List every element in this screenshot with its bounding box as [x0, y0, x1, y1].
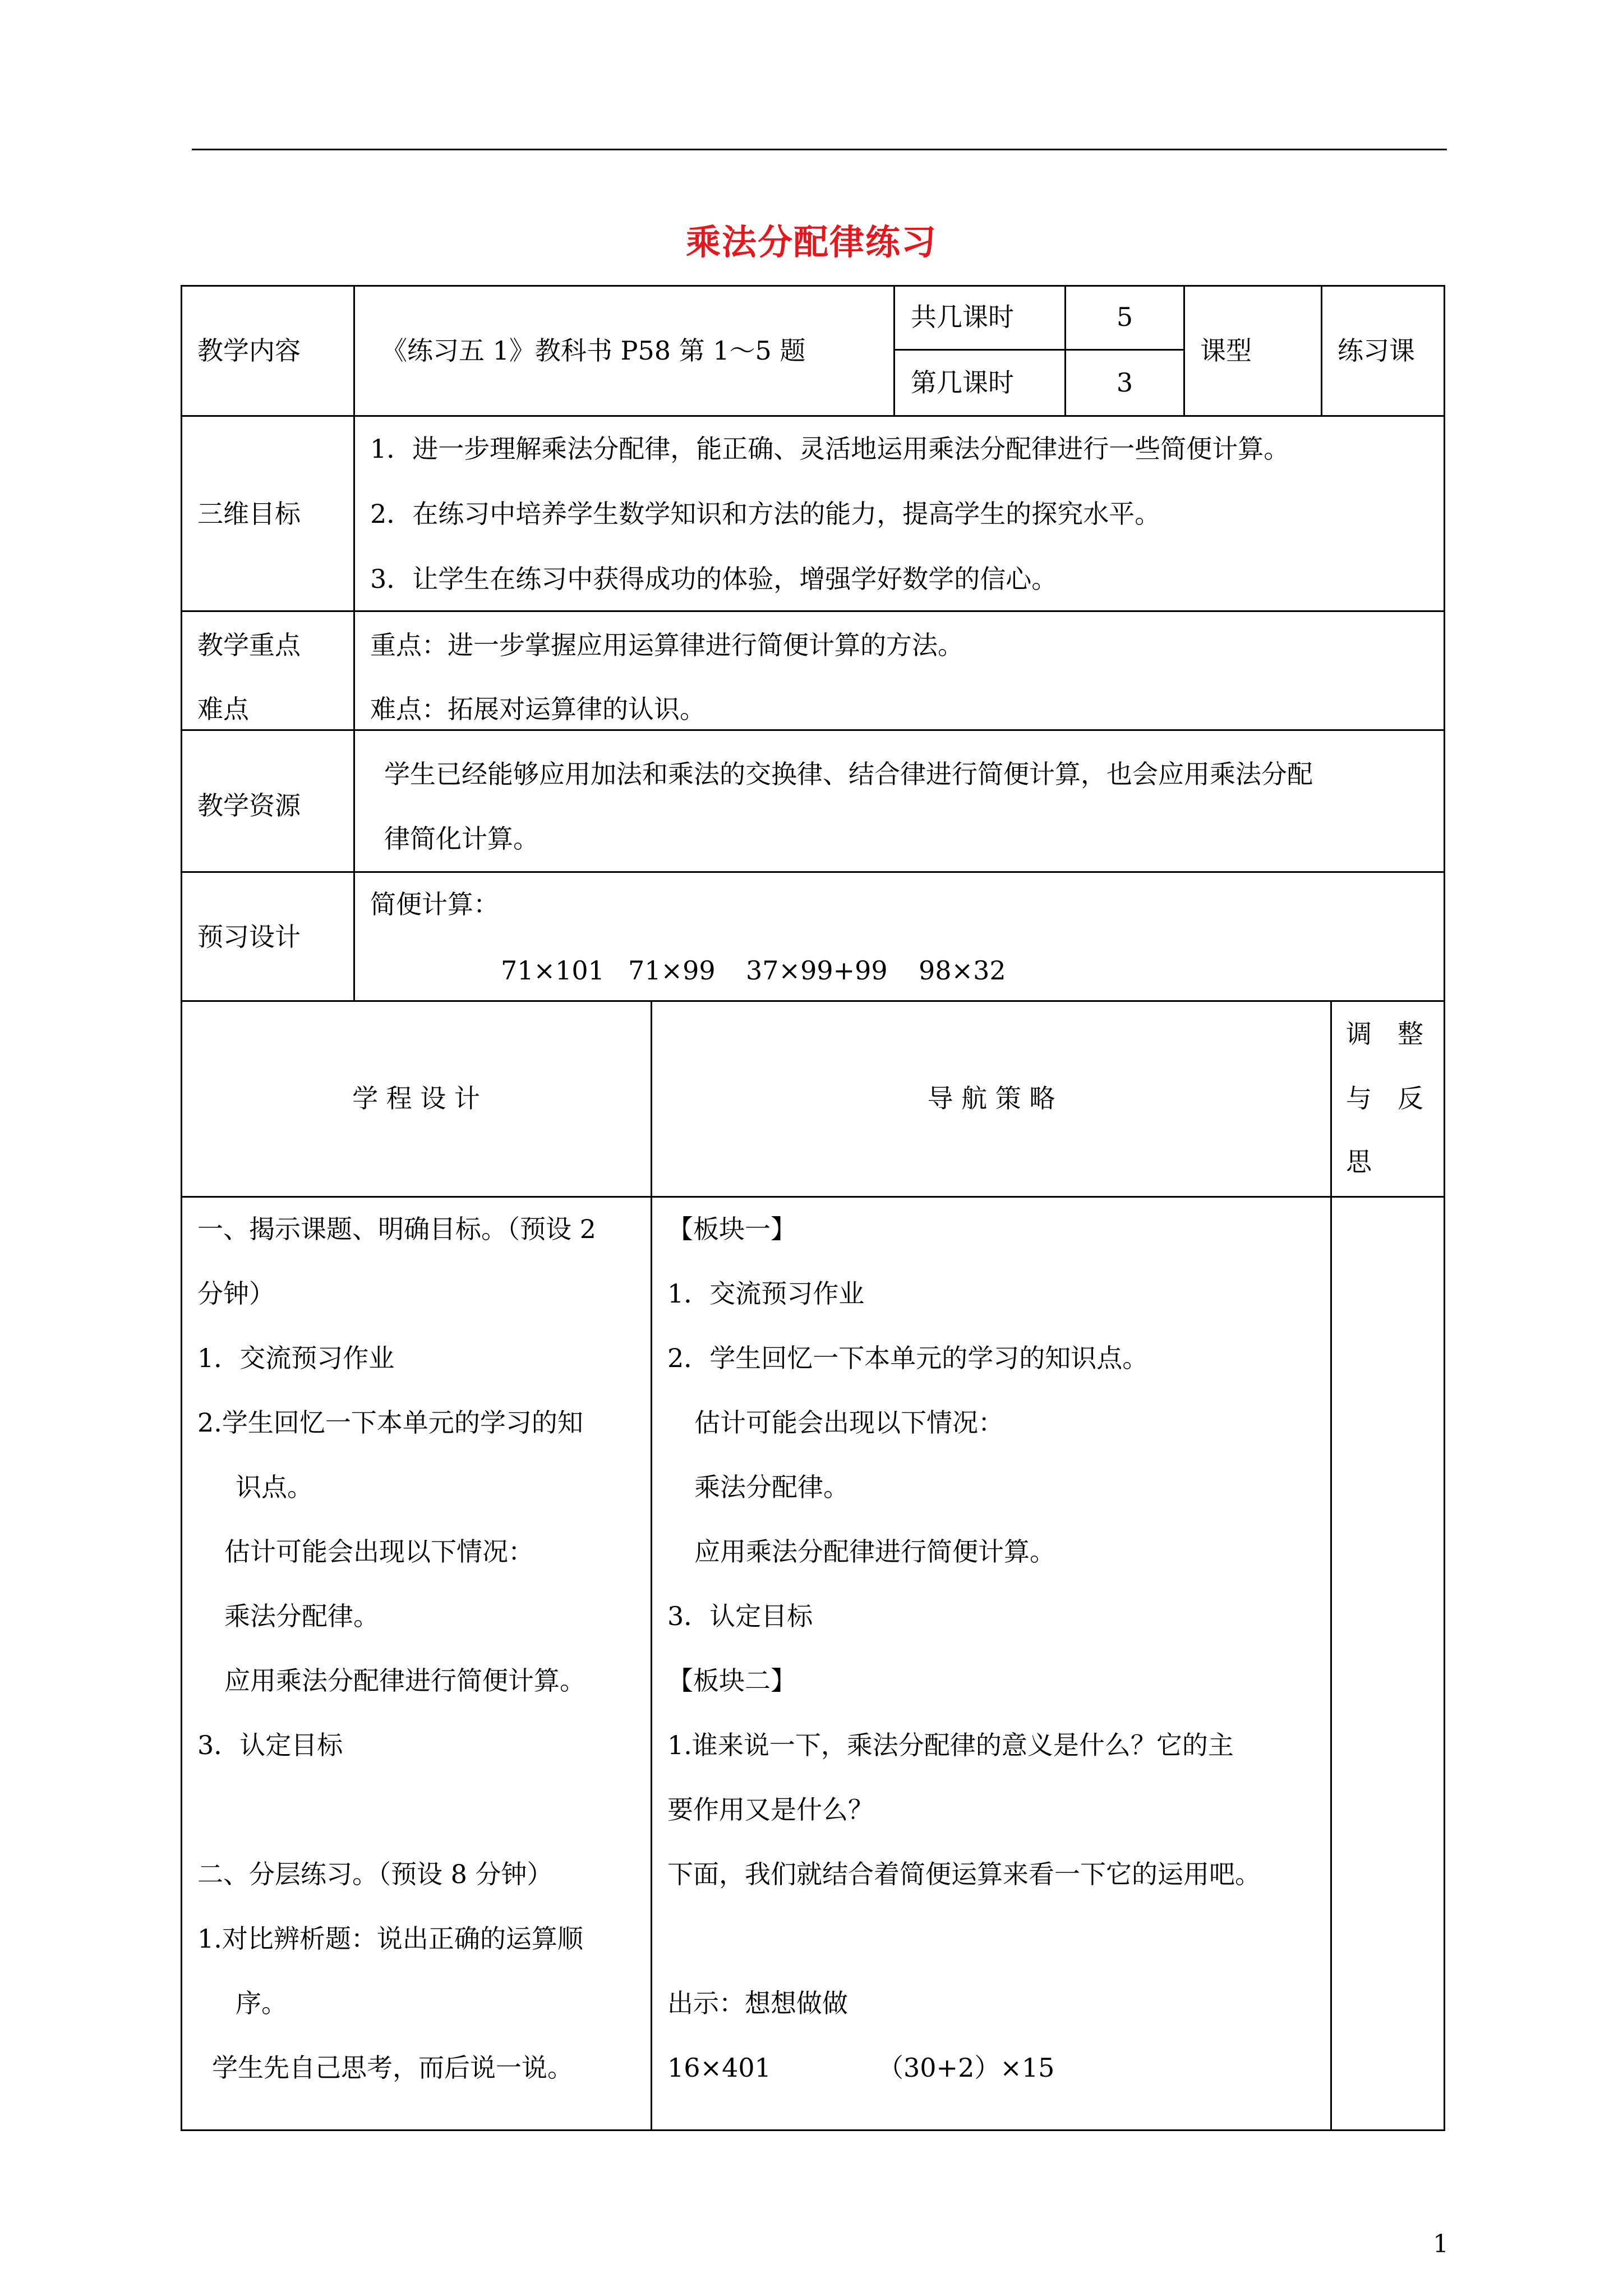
- learning-line: 估计可能会出现以下情况：: [224, 1536, 534, 1567]
- guide-line: 乘法分配律。: [694, 1472, 849, 1502]
- row-divider: [181, 610, 1445, 612]
- learning-line: 一、揭示课题、明确目标。（预设 2: [197, 1214, 596, 1244]
- guide-line: 【板块一】: [667, 1214, 796, 1244]
- row-divider: [181, 1000, 1445, 1002]
- key-points-label: 教学重点: [197, 630, 301, 660]
- adjust-header-3: 思: [1346, 1147, 1372, 1177]
- focus-text: 重点：进一步掌握应用运算律进行简便计算的方法。: [370, 630, 963, 660]
- difficulty-text: 难点：拓展对运算律的认识。: [370, 694, 706, 724]
- total-hours-value: 5: [1116, 302, 1133, 332]
- resources-text: 学生已经能够应用加法和乘法的交换律、结合律进行简便计算，也会应用乘法分配: [384, 759, 1313, 789]
- guide-line: 2．学生回忆一下本单元的学习的知识点。: [667, 1343, 1149, 1373]
- label-column-divider: [353, 285, 355, 1002]
- cell-divider: [893, 349, 1185, 351]
- lesson-type-value: 练习课: [1338, 335, 1415, 366]
- goal-item: 1．进一步理解乘法分配律，能正确、灵活地运用乘法分配律进行一些简便计算。: [370, 434, 1290, 464]
- learning-line: 2.学生回忆一下本单元的学习的知: [197, 1407, 583, 1438]
- guide-line: 16×401: [667, 2053, 771, 2083]
- preview-problem: 71×99: [628, 955, 716, 986]
- process-column-divider: [651, 1000, 652, 2131]
- learning-line: 分钟）: [197, 1278, 275, 1309]
- learning-line: 学生先自己思考，而后说一说。: [212, 2053, 573, 2083]
- guide-line: 应用乘法分配律进行简便计算。: [694, 1536, 1055, 1567]
- learning-line: 应用乘法分配律进行简便计算。: [224, 1665, 585, 1696]
- current-hour-label: 第几课时: [911, 367, 1014, 398]
- guide-line: 出示：想想做做: [667, 1988, 848, 2018]
- content-value: 《练习五 1》教科书 P58 第 1～5 题: [381, 335, 806, 366]
- learning-line: 序。: [236, 1988, 287, 2018]
- guide-line: 下面，我们就结合着简便运算来看一下它的运用吧。: [667, 1859, 1261, 1889]
- guide-line: （30+2）×15: [878, 2053, 1055, 2083]
- total-hours-label: 共几课时: [911, 302, 1014, 332]
- row-divider: [181, 729, 1445, 731]
- row-divider: [181, 1196, 1445, 1198]
- table-border-left: [181, 285, 182, 2131]
- goals-label: 三维目标: [197, 499, 301, 529]
- preview-problem: 98×32: [919, 955, 1006, 986]
- guide-line: 1.谁来说一下，乘法分配律的意义是什么？它的主: [667, 1730, 1234, 1760]
- goal-item: 3．让学生在练习中获得成功的体验，增强学好数学的信心。: [370, 564, 1058, 594]
- learning-line: 乘法分配律。: [224, 1601, 379, 1631]
- page-number: 1: [1433, 2230, 1449, 2258]
- table-border-top: [181, 285, 1445, 287]
- guide-line: 要作用又是什么？: [667, 1795, 874, 1825]
- document-title: 乘法分配律练习: [685, 222, 937, 263]
- row-divider: [181, 415, 1445, 417]
- header-rule: [192, 149, 1447, 150]
- table-border-right: [1444, 285, 1445, 2131]
- preview-problem: 37×99+99: [746, 955, 888, 986]
- row-divider: [181, 871, 1445, 873]
- preview-label: 预习设计: [197, 922, 301, 952]
- goal-item: 2．在练习中培养学生数学知识和方法的能力，提高学生的探究水平。: [370, 499, 1161, 529]
- guide-line: 1．交流预习作业: [667, 1278, 865, 1309]
- learning-line: 识点。: [236, 1472, 313, 1502]
- guide-line: 【板块二】: [667, 1665, 796, 1696]
- key-points-label-2: 难点: [197, 694, 249, 724]
- resources-label: 教学资源: [197, 790, 301, 821]
- guide-line: 3．认定目标: [667, 1601, 813, 1631]
- adjust-header: 调 整: [1346, 1019, 1423, 1049]
- cell-divider: [1321, 285, 1322, 417]
- learning-line: 3．认定目标: [197, 1730, 343, 1760]
- resources-text-2: 律简化计算。: [384, 823, 539, 854]
- guide-line: 估计可能会出现以下情况：: [694, 1407, 1004, 1438]
- current-hour-value: 3: [1116, 367, 1133, 398]
- learning-line: 1．交流预习作业: [197, 1343, 395, 1373]
- table-border-bottom: [181, 2129, 1445, 2131]
- adjust-header-2: 与 反: [1346, 1083, 1423, 1114]
- process-column-divider: [1330, 1000, 1332, 2131]
- cell-divider: [893, 285, 895, 417]
- learning-design-header: 学 程 设 计: [352, 1083, 480, 1114]
- guide-strategy-header: 导 航 策 略: [927, 1083, 1055, 1114]
- learning-line: 二、分层练习。（预设 8 分钟）: [197, 1859, 553, 1889]
- learning-line: 1.对比辨析题：说出正确的运算顺: [197, 1924, 583, 1954]
- preview-intro: 简便计算：: [370, 889, 499, 919]
- lesson-type-label: 课型: [1200, 335, 1252, 366]
- preview-problem: 71×101: [501, 955, 605, 986]
- content-label: 教学内容: [197, 335, 301, 366]
